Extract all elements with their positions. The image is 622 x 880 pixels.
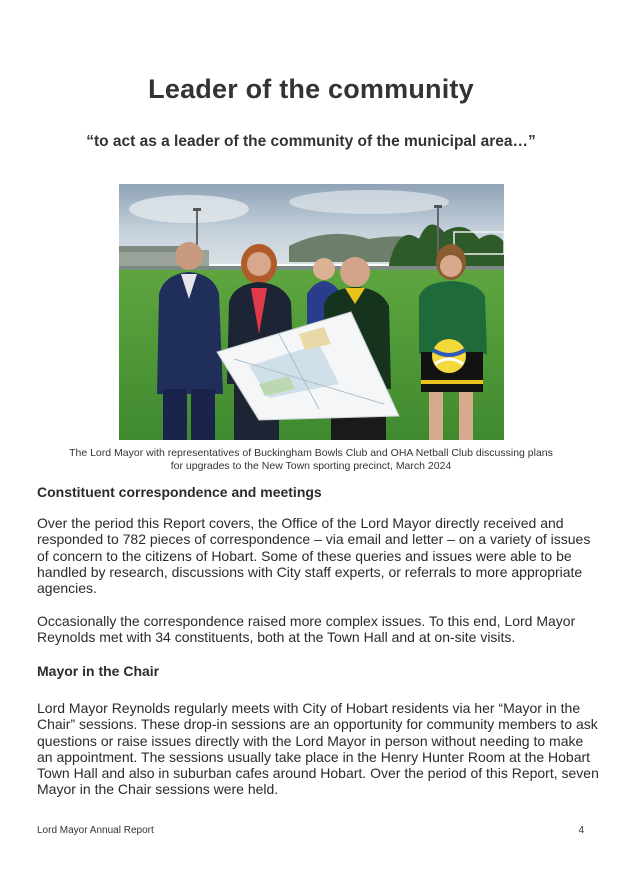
paragraph-line: an appointment. The sessions usually take place in the Henry Hunter Room at the Hobart: [37, 748, 591, 765]
paragraph-line: Town Hall and also in suburban cafes around Hobart. Over the period of this Report, seven: [37, 765, 599, 782]
paragraph-line: Occasionally the correspondence raised more complex issues. To this end, Lord Mayor: [37, 613, 576, 629]
section-heading-mayor-in-chair: Mayor in the Chair: [37, 663, 160, 679]
page-quote: “to act as a leader of the community of the municipal area…”: [86, 133, 536, 150]
photo-caption: [40, 447, 582, 473]
mayor-in-chair-paragraph: [37, 700, 599, 798]
paragraph-line: Chair” sessions. These drop-in sessions are an opportunity for community members to ask: [37, 716, 598, 733]
caption-line: for upgrades to the New Town sporting precinct, March 2024: [170, 460, 452, 472]
paragraph-line: Reynolds met with 34 constituents, both at the Town Hall and at on-site visits.: [37, 629, 516, 646]
paragraph-line: agencies.: [37, 580, 97, 597]
event-photo: [119, 184, 504, 440]
paragraph-line: Mayor in the Chair sessions were held.: [37, 781, 279, 798]
footer-report-name: Lord Mayor Annual Report: [37, 825, 154, 836]
paragraph-line: of concern to the citizens of Hobart. Some of these queries and issues were able to be: [37, 547, 572, 564]
footer-page-number: 4: [578, 825, 584, 836]
page-title: Leader of the community: [148, 74, 474, 104]
correspondence-paragraph-2: [37, 613, 592, 646]
section-heading-correspondence: Constituent correspondence and meetings: [37, 484, 322, 500]
paragraph-line: Lord Mayor Reynolds regularly meets with City of Hobart residents via her “Mayor in the: [37, 700, 581, 716]
paragraph-line: questions or raise issues directly with the Lord Mayor in person without needing to make: [37, 732, 584, 749]
paragraph-line: responded to 782 pieces of correspondence – via email and letter – on a variety of issues: [37, 531, 591, 548]
paragraph-line: handled by research, discussions with City staff experts, or referrals to more appropriate: [37, 563, 583, 580]
paragraph-line: Over the period this Report covers, the Office of the Lord Mayor directly received and: [37, 515, 564, 531]
caption-line: The Lord Mayor with representatives of Buckingham Bowls Club and OHA Netball Club discussing plans: [69, 447, 553, 459]
correspondence-paragraph-1: [37, 515, 592, 596]
